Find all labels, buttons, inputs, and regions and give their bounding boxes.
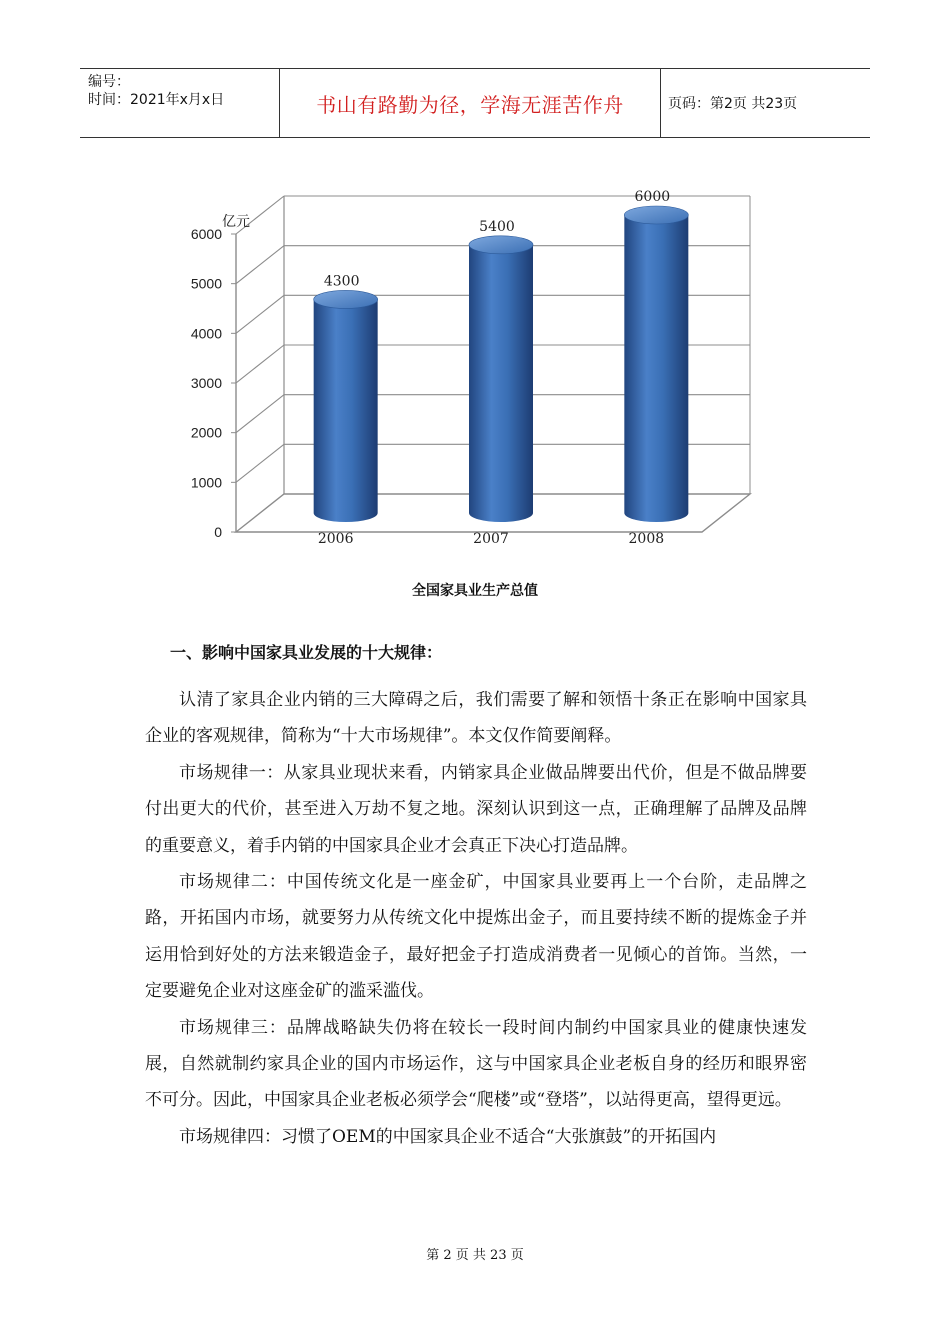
gridline — [236, 295, 284, 333]
paragraph: 市场规律二：中国传统文化是一座金矿，中国家具业要再上一个台阶，走品牌之路，开拓国内市场，就要努力从传统文化中提炼出金子，而且要持续不断的提炼金子并运用恰到好处的方法来锻造金子，最好把金子打造成消费者一见倾心的首饰。当然，一定要避免企业对这座金矿的滥采滥伐。 — [145, 872, 807, 1002]
paragraph: 市场规律一：从家具业现状来看，内销家具企业做品牌要出代价，但是不做品牌要付出更大的代价，甚至进入万劫不复之地。深刻认识到这一点，正确理解了品牌及品牌的重要意义，着手内销的中国家具企业才会真正下决心打造品牌。 — [145, 762, 807, 856]
page-footer: 第 2 页 共 23 页 — [426, 1248, 524, 1263]
bar-cylinder — [624, 215, 688, 522]
data-label: 6000 — [634, 189, 671, 205]
header-motto-cell — [280, 69, 661, 137]
y-tick-label: 6000 — [190, 226, 222, 242]
number-label: 编号： — [88, 74, 130, 90]
y-tick-label: 5000 — [190, 275, 222, 292]
page-header — [80, 68, 870, 138]
paragraph: 市场规律四：习惯了OEM的中国家具企业不适合“大张旗鼓”的开拓国内 — [179, 1126, 717, 1147]
y-tick-label: 0 — [214, 524, 222, 540]
y-tick-label: 3000 — [190, 375, 222, 391]
gridline — [236, 345, 284, 383]
bar-chart — [180, 180, 780, 560]
data-label: 5400 — [479, 218, 515, 235]
x-tick-label: 2008 — [628, 531, 665, 547]
bar-cylinder — [469, 245, 533, 522]
header-meta — [80, 69, 280, 137]
y-axis-label: 亿元 — [222, 214, 250, 230]
bar-top — [624, 206, 688, 224]
y-tick-label: 2000 — [190, 424, 222, 441]
chart-caption: 全国家具业生产总值 — [412, 583, 538, 599]
gridline — [236, 444, 284, 482]
bar-top — [314, 290, 378, 308]
time-label: 时间：2021年x月x日 — [88, 92, 225, 108]
bar-cylinder — [314, 299, 378, 522]
paragraph: 认清了家具企业内销的三大障碍之后，我们需要了解和领悟十条正在影响中国家具企业的客观规律，简称为“十大市场规律”。本文仅作简要阐释。 — [145, 690, 807, 747]
y-tick-label: 4000 — [190, 325, 222, 342]
header-page-info: 页码：第2页 共23页 — [668, 96, 798, 112]
body-text — [145, 682, 807, 1155]
gridline — [236, 395, 284, 433]
bar-chart-svg — [180, 180, 780, 560]
gridline — [236, 246, 284, 284]
bar-top — [469, 236, 533, 254]
section-title: 一、影响中国家具业发展的十大规律： — [170, 643, 443, 662]
y-tick-label: 1000 — [190, 474, 222, 491]
x-tick-label: 2007 — [473, 531, 509, 547]
x-tick-label: 2006 — [317, 531, 354, 547]
data-label: 4300 — [323, 273, 360, 290]
header-motto: 书山有路勤为径，学海无涯苦作舟 — [316, 92, 624, 117]
paragraph: 市场规律三：品牌战略缺失仍将在较长一段时间内制约中国家具业的健康快速发展，自然就制约家具企业的国内市场运作，这与中国家具企业老板自身的经历和眼界密不可分。因此，中国家具企业老板必须学会“爬楼”或“登塔”，以站得更高，望得更远。 — [145, 1017, 807, 1111]
